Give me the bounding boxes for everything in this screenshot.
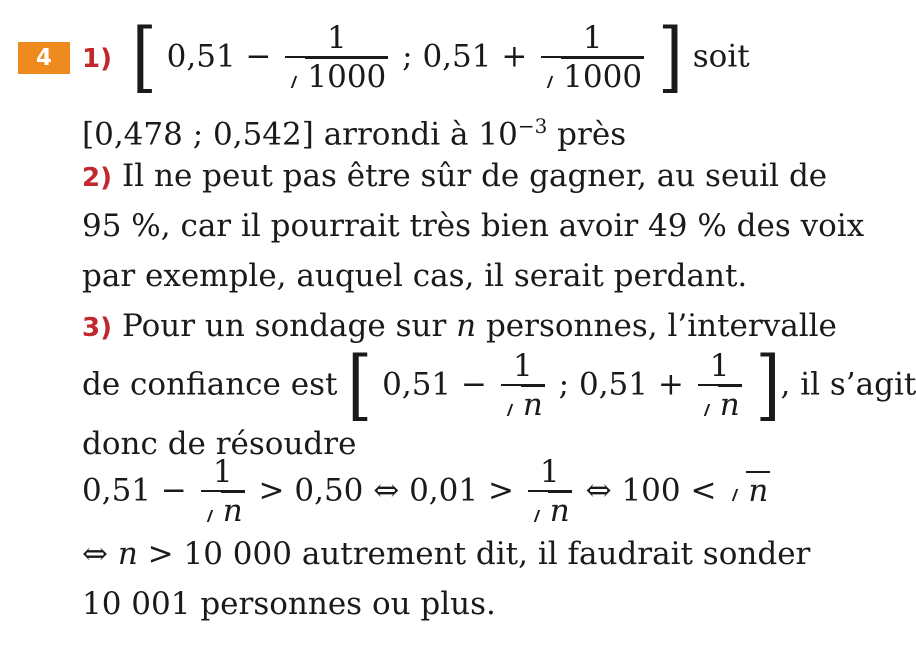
q3-text-3: donc de résoudre: [82, 426, 357, 462]
sqrt-symbol: [726, 471, 770, 511]
q2-label: 2): [82, 163, 112, 193]
sqrt-symbol: [541, 58, 644, 96]
q3-frac2-num: 1: [709, 348, 730, 384]
q3-line-1: [82, 306, 837, 348]
q3-fraction-4: [528, 454, 572, 530]
q3-fraction-1: [501, 348, 545, 424]
q3-frac4-den: n: [549, 493, 570, 529]
q1-line-2: [82, 106, 626, 154]
q3-text-1a: Pour un sondage sur: [121, 308, 457, 344]
q3-text-2a: de confiance est: [82, 366, 348, 403]
q3-var-n-2: n: [117, 536, 138, 572]
q2-line-3: [82, 256, 747, 296]
q3-text-1b: personnes, l’intervalle: [476, 308, 837, 344]
q3-expr-sep: ; 0,51 +: [558, 366, 684, 403]
q1-exponent: −3: [517, 114, 548, 138]
q1-frac1-den: 1000: [307, 59, 387, 95]
q3-fraction-3: [201, 454, 245, 530]
q3-ineq-c: ⇔ 100 <: [585, 472, 727, 509]
exercise-number-badge: 4: [18, 42, 70, 74]
q3-frac1-num: 1: [512, 348, 533, 384]
q1-frac1-num: 1: [326, 20, 347, 56]
q2-text-2: 95 %, car il pourrait très bien avoir 49 % des voix: [82, 208, 865, 244]
sqrt-symbol: [285, 58, 388, 96]
q3-fraction-2: [698, 348, 742, 424]
q3-text-5b: > 10 000 autrement dit, il faudrait sonder: [137, 536, 811, 572]
q3-line-4: [82, 454, 770, 530]
q3-frac2-den: n: [719, 387, 740, 423]
q1-fraction-1: [285, 20, 388, 96]
q2-line-1: [82, 156, 827, 198]
q3-label: 3): [82, 313, 112, 343]
q3-frac3-num: 1: [212, 454, 233, 490]
q3-line-2: [82, 341, 916, 431]
q2-line-2: [82, 206, 864, 246]
q3-frac1-den: n: [522, 387, 543, 423]
left-bracket: [: [131, 13, 157, 103]
q1-expr-a: 0,51 −: [166, 38, 272, 75]
sqrt-symbol: [201, 492, 245, 530]
q2-text-1: Il ne peut pas être sûr de gagner, au seuil de: [121, 158, 828, 194]
q3-expr-a: 0,51 −: [382, 366, 487, 403]
sqrt-symbol: [528, 492, 572, 530]
sqrt-symbol: [501, 386, 545, 424]
q1-tail: soit: [692, 38, 750, 75]
q3-text-6: 10 001 personnes ou plus.: [82, 586, 496, 622]
q1-fraction-2: [541, 20, 644, 96]
q3-line-5: [82, 534, 810, 574]
q1-frac2-den: 1000: [563, 59, 643, 95]
q3-ineq-b: > 0,50 ⇔ 0,01 >: [258, 472, 524, 509]
q1-frac2-num: 1: [582, 20, 603, 56]
q3-text-5a: ⇔: [82, 536, 118, 572]
q1-tail-2: près: [547, 116, 627, 153]
sqrt-symbol: [698, 386, 742, 424]
q3-frac4-num: 1: [539, 454, 560, 490]
q3-ineq-a: 0,51 −: [82, 472, 187, 509]
right-bracket: ]: [657, 13, 683, 103]
q1-expr-sep: ; 0,51 +: [402, 38, 528, 75]
q3-line-6: [82, 584, 496, 624]
right-bracket: ]: [755, 341, 781, 431]
q3-tail: , il s’agit: [780, 366, 916, 403]
q3-frac3-den: n: [222, 493, 243, 529]
left-bracket: [: [347, 341, 373, 431]
q1-line-1: [82, 13, 750, 103]
q1-interval: [0,478 ; 0,542] arrondi à 10: [82, 116, 518, 153]
q1-label: 1): [82, 43, 112, 74]
q3-var-n: n: [456, 308, 477, 344]
q2-text-3: par exemple, auquel cas, il serait perdant.: [82, 258, 748, 294]
q3-sqrt-n: n: [748, 472, 769, 509]
